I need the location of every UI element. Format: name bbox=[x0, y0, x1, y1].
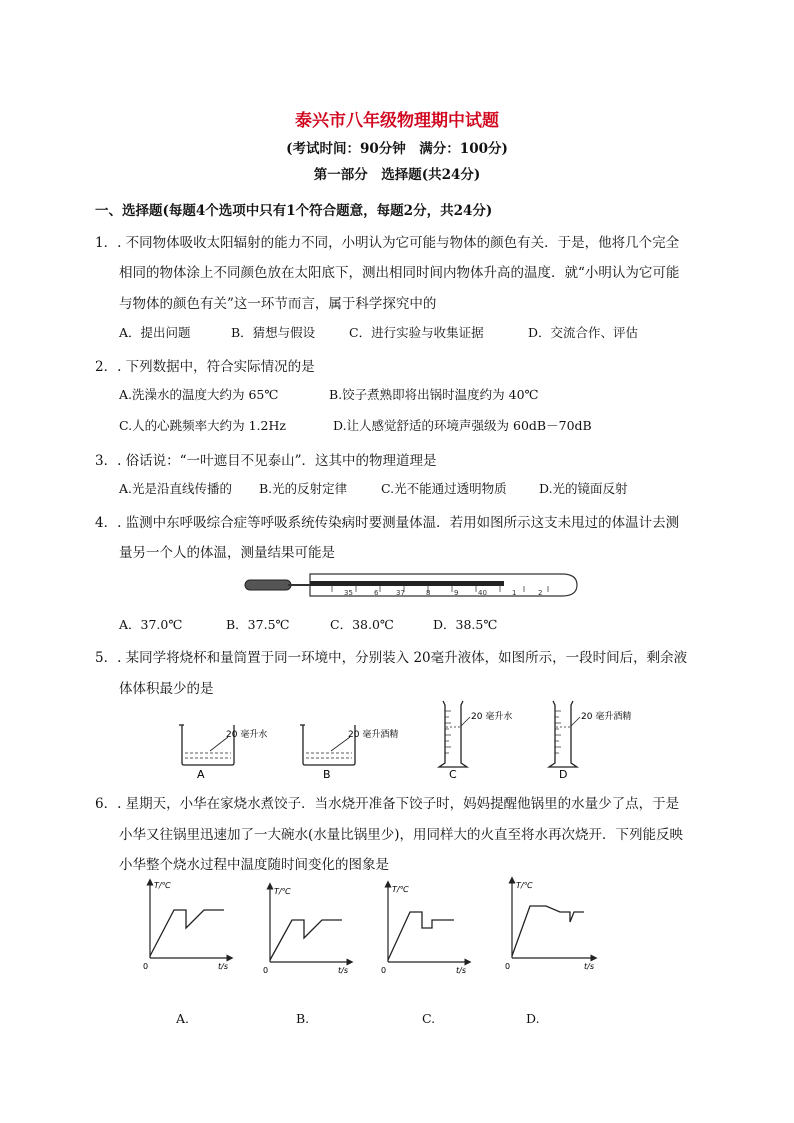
option-c: C.光不能通过透明物质 bbox=[381, 481, 507, 496]
part-heading: 第一部分 选择题(共24分) bbox=[313, 167, 481, 183]
mercury-column bbox=[310, 581, 504, 586]
question-text: 小华整个烧水过程中温度随时间变化的图象是 bbox=[119, 857, 389, 873]
cylinder-d bbox=[549, 701, 631, 781]
graph-c bbox=[381, 884, 468, 975]
option-d: D．交流合作、评估 bbox=[528, 325, 639, 340]
thermometer-figure bbox=[244, 568, 580, 606]
containers-figure bbox=[170, 697, 650, 783]
option-b: B. bbox=[296, 1011, 310, 1026]
option-d: D.光的镜面反射 bbox=[539, 481, 628, 496]
option-b: B.光的反射定律 bbox=[259, 481, 348, 496]
option-a: A．提出问题 bbox=[119, 325, 191, 340]
option-b: B．37.5℃ bbox=[226, 617, 290, 632]
option-d: D．38.5℃ bbox=[433, 617, 498, 632]
origin-label: 0 bbox=[381, 966, 387, 975]
axis-label: t/s bbox=[218, 962, 228, 971]
option-d: D. bbox=[526, 1011, 540, 1026]
question-text: 3．. 俗话说：“一叶遮目不见泰山”．这其中的物理道理是 bbox=[95, 453, 437, 469]
option-a: A. bbox=[176, 1011, 190, 1026]
beaker-label: 20 毫升酒精 bbox=[348, 730, 399, 740]
question-text: 与物体的颜色有关”这一环节而言，属于科学探究中的 bbox=[119, 296, 437, 312]
graph-d bbox=[505, 880, 594, 971]
axis-label: t/s bbox=[456, 966, 466, 975]
beaker-label: 20 毫升水 bbox=[226, 730, 268, 740]
graph-a bbox=[143, 881, 230, 971]
page-title: 泰兴市八年级物理期中试题 bbox=[295, 111, 499, 131]
axis-label: t/s bbox=[584, 962, 594, 971]
beaker-a bbox=[179, 725, 267, 781]
question-text: 1．. 不同物体吸收太阳辐射的能力不同，小明认为它可能与物体的颜色有关．于是，他将几个完全 bbox=[95, 235, 680, 251]
exam-info: (考试时间：90分钟 满分：100分) bbox=[286, 141, 508, 157]
scale-label: 35 bbox=[344, 589, 353, 597]
origin-label: 0 bbox=[143, 962, 149, 971]
scale-label: 1 bbox=[512, 589, 517, 597]
option-c: C. bbox=[422, 1011, 436, 1026]
scale-label: 37 bbox=[396, 589, 405, 597]
origin-label: 0 bbox=[505, 962, 511, 971]
beaker-b bbox=[300, 725, 398, 781]
cylinder-label: 20 毫升酒精 bbox=[581, 712, 632, 722]
graph-b bbox=[263, 886, 350, 975]
section-heading: 一、选择题(每题4个选项中只有1个符合题意，每题2分，共24分) bbox=[95, 203, 493, 219]
axis-label: T/℃ bbox=[516, 881, 533, 890]
question-text: 相同的物体涂上不同颜色放在太阳底下，测出相同时间内物体升高的温度．就“小明认为它可能 bbox=[119, 265, 680, 281]
question-text: 2．. 下列数据中，符合实际情况的是 bbox=[95, 359, 315, 375]
option-b: B.饺子煮熟即将出锅时温度约为 40℃ bbox=[329, 387, 539, 402]
scale-label: 8 bbox=[426, 589, 431, 597]
question-text: 5．. 某同学将烧杯和量筒置于同一环境中，分别装入 20毫升液体，如图所示，一段时间后，剩余液 bbox=[95, 650, 688, 666]
axis-label: T/℃ bbox=[392, 885, 409, 894]
question-text: 体体积最少的是 bbox=[119, 681, 214, 697]
option-letter: A bbox=[197, 768, 205, 781]
option-letter: D bbox=[559, 768, 568, 781]
graphs-figure bbox=[138, 876, 608, 976]
option-c: C．38.0℃ bbox=[330, 617, 394, 632]
option-letter: B bbox=[323, 768, 331, 781]
question-text: 量另一个人的体温，测量结果可能是 bbox=[119, 545, 335, 561]
cylinder-label: 20 毫升水 bbox=[471, 712, 513, 722]
option-c: C.人的心跳频率大约为 1.2Hz bbox=[119, 418, 286, 433]
scale-label: 2 bbox=[538, 589, 543, 597]
question-text: 4．. 监测中东呼吸综合症等呼吸系统传染病时要测量体温．若用如图所示这支未甩过的体温计去测 bbox=[95, 515, 680, 531]
scale-label: 40 bbox=[478, 589, 487, 597]
scale-label: 9 bbox=[454, 589, 459, 597]
option-a: A.洗澡水的温度大约为 65℃ bbox=[119, 387, 279, 402]
thermometer-bulb bbox=[245, 580, 291, 590]
axis-label: t/s bbox=[338, 966, 348, 975]
option-b: B．猜想与假设 bbox=[231, 325, 316, 340]
axis-label: T/℃ bbox=[274, 887, 291, 896]
option-a: A．37.0℃ bbox=[119, 617, 183, 632]
option-letter: C bbox=[449, 768, 457, 781]
question-text: 小华又往锅里迅速加了一大碗水(水量比锅里少)，用同样大的火直至将水再次烧开．下列能反映 bbox=[119, 827, 684, 843]
option-a: A.光是沿直线传播的 bbox=[119, 481, 233, 496]
option-d: D.让人感觉舒适的环境声强级为 60dB－70dB bbox=[333, 418, 592, 433]
axis-label: T/℃ bbox=[154, 881, 171, 890]
option-c: C．进行实验与收集证据 bbox=[349, 325, 484, 340]
scale-label: 6 bbox=[374, 589, 379, 597]
cylinder-c bbox=[439, 701, 512, 781]
origin-label: 0 bbox=[263, 966, 269, 975]
question-text: 6．. 星期天，小华在家烧水煮饺子．当水烧开准备下饺子时，妈妈提醒他锅里的水量少了点，于是 bbox=[95, 796, 680, 812]
